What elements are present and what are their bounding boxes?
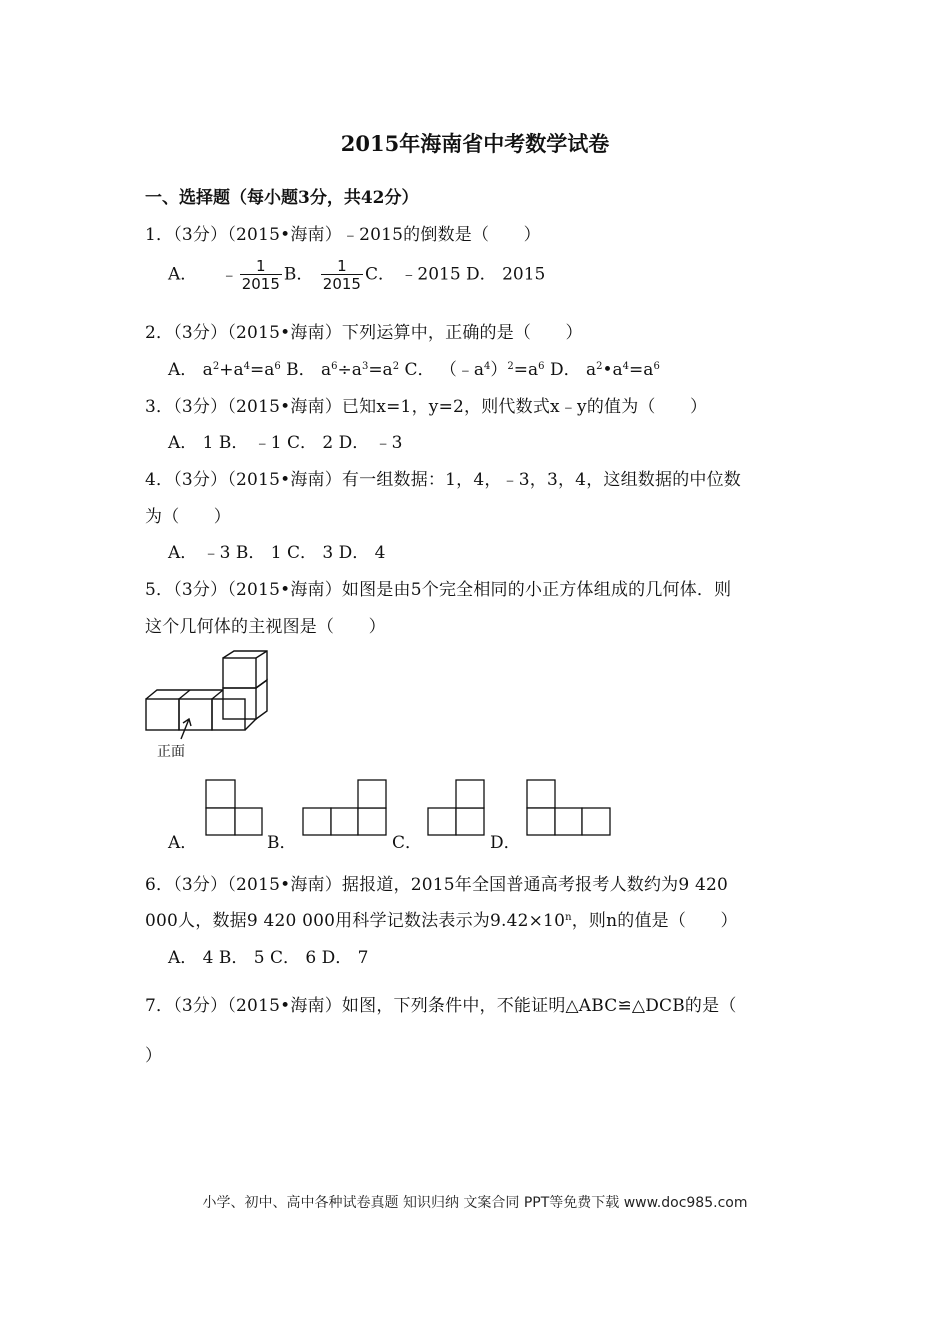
question-5-stem-line2: 这个几何体的主视图是（ ）	[145, 617, 386, 637]
cube-front	[179, 699, 212, 730]
page-title: 2015年海南省中考数学试卷	[340, 131, 610, 156]
cube-edge	[179, 690, 190, 699]
cube-front	[212, 699, 245, 730]
cube-edge	[256, 651, 267, 658]
fraction-denominator: 2015	[241, 275, 280, 293]
cube-edge	[256, 680, 267, 688]
fraction-numerator: 1	[256, 257, 266, 275]
q6-stem-post: ，则n的值是（ ）	[571, 911, 738, 931]
fraction-denominator: 2015	[322, 275, 361, 293]
cube-edge	[212, 690, 223, 699]
question-5-stem-line1: 5．（3分）（2015•海南）如图是由5个完全相同的小正方体组成的几何体．则	[145, 580, 732, 600]
q1-option-a-label: A．	[168, 264, 198, 285]
question-4-stem-line1: 4．（3分）（2015•海南）有一组数据：1，4，﹣3，3，4，这组数据的中位数	[145, 470, 742, 490]
question-3-options: A． 1 B． ﹣1 C． 2 D． ﹣3	[168, 433, 403, 453]
cube-edge	[245, 719, 256, 730]
question-1-stem: 1．（3分）（2015•海南）﹣2015的倒数是（ ）	[145, 225, 541, 245]
q5-option-b-label: B．	[267, 833, 297, 853]
q1-option-a-sign: ﹣	[220, 264, 238, 285]
question-4-stem-line2: 为（ ）	[145, 507, 231, 527]
q1-option-a-fraction	[240, 258, 282, 292]
cube-front	[223, 688, 256, 719]
q5-option-a-figure	[203, 777, 265, 839]
q5-option-c-label: C．	[392, 833, 423, 853]
q6-stem-pre: 000人，数据9 420 000用科学记数法表示为9.42×10	[145, 911, 566, 931]
question-3-stem: 3．（3分）（2015•海南）已知x=1，y=2，则代数式x﹣y的值为（ ）	[145, 397, 708, 417]
question-6-options: A． 4 B． 5 C． 6 D． 7	[168, 948, 369, 968]
cube-edge	[256, 680, 267, 719]
question-2-options: A． $a^2+a^4=a^6$ B． $a^6\div a^3=a^2$ C． $(﹣a^4)^2=a^6$ D． $a^2•a^4=a^6$	[168, 360, 660, 380]
section-heading: 一、选择题（每小题3分，共42分）	[145, 188, 419, 208]
question-6-stem-line1: 6．（3分）（2015•海南）据报道，2015年全国普通高考报考人数约为9 420	[145, 875, 729, 895]
question-4-options: A． ﹣3 B． 1 C． 3 D． 4	[168, 543, 386, 563]
q5-option-a-label: A．	[168, 833, 198, 853]
q6-stem-exponent: n	[565, 912, 572, 923]
question-2-stem: 2．（3分）（2015•海南）下列运算中，正确的是（ ）	[145, 323, 583, 343]
page-footer: 小学、初中、高中各种试卷真题 知识归纳 文案合同 PPT等免费下载 www.doc985.com	[202, 1195, 748, 1211]
q5-option-b-figure	[300, 777, 390, 839]
cube-front	[146, 699, 179, 730]
question-1-options	[168, 258, 545, 292]
front-view-label: 正面	[157, 744, 185, 760]
q5-option-c-figure	[425, 777, 490, 839]
fraction-numerator: 1	[337, 257, 347, 275]
question-6-stem-line2	[145, 906, 738, 931]
q1-option-b-label: B．	[283, 264, 314, 285]
q1-options-rest: C． ﹣2015 D． 2015	[364, 264, 546, 285]
q1-option-b-fraction	[321, 258, 363, 292]
question-7-stem-line2: ）	[145, 1046, 163, 1066]
q5-option-d-label: D．	[490, 833, 521, 853]
cube-front	[223, 658, 256, 688]
question-7-stem-line1: 7．（3分）（2015•海南）如图，下列条件中，不能证明△ABC≌△DCB的是（	[145, 996, 737, 1016]
q5-option-d-figure	[524, 777, 614, 839]
